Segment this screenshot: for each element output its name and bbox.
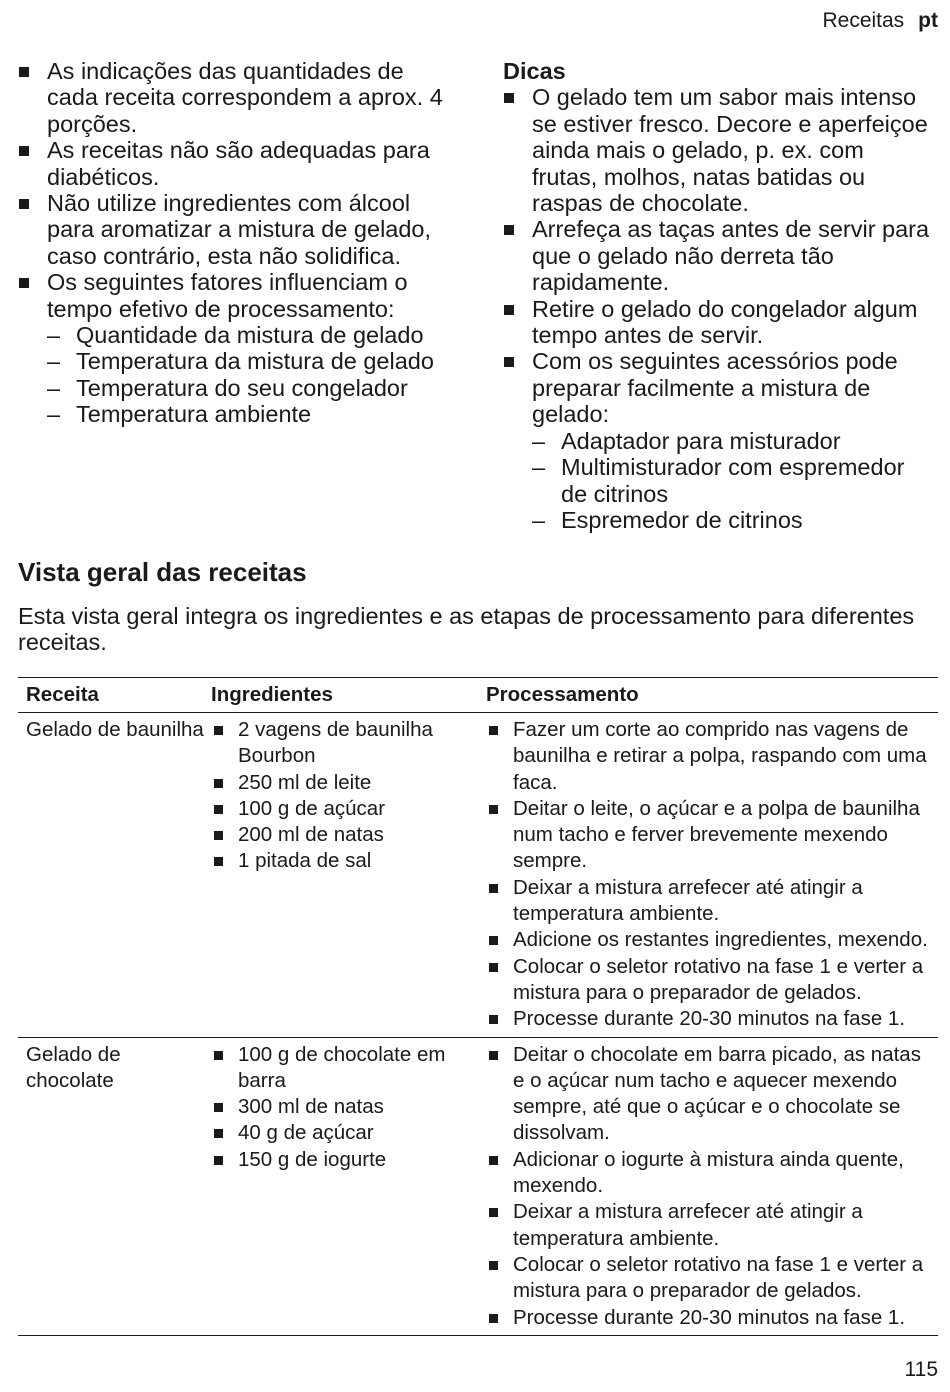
list-item: 200 ml de natas (211, 822, 486, 848)
list-item: As indicações das quantidades de cada receita correspondem a aprox. 4 porções. (18, 58, 458, 137)
list-item: Não utilize ingredientes com álcool para aromatizar a mistura de gelado, caso contrário, esta não solidifica. (18, 190, 458, 269)
header-ingredients: Ingredientes (211, 682, 333, 706)
list-item: – Multimisturador com espremedor de citrinos (532, 454, 933, 507)
header-processing: Processamento (486, 682, 639, 706)
list-item: – Temperatura ambiente (47, 401, 458, 427)
list-item: Arrefeça as taças antes de servir para que o gelado não derreta tão rapidamente. (503, 216, 933, 295)
list-item: – Quantidade da mistura de gelado (47, 322, 458, 348)
list-item: 150 g de iogurte (211, 1147, 486, 1173)
ingredients-cell (211, 717, 486, 1033)
list-item-text: Os seguintes fatores influenciam o tempo efetivo de processamento: (47, 269, 408, 322)
list-item: Adicione os restantes ingredientes, mexendo. (486, 927, 938, 953)
table-row (18, 713, 938, 1038)
list-item (18, 269, 458, 427)
list-item: – Espremedor de citrinos (532, 507, 933, 533)
ingredients-cell (211, 1042, 486, 1331)
list-item-text: Com os seguintes acessórios pode preparar facilmente a mistura de gelado: (532, 348, 898, 428)
list-item: – Temperatura da mistura de gelado (47, 348, 458, 374)
left-bullet-list (18, 58, 458, 428)
tips-bullet-list (503, 84, 933, 533)
table-header-row (18, 678, 938, 713)
header-recipe: Receita (26, 682, 99, 706)
list-item: Retire o gelado do congelador algum tempo antes de servir. (503, 296, 933, 349)
list-item: Processe durante 20-30 minutos na fase 1. (486, 1305, 938, 1331)
processing-cell (486, 717, 938, 1033)
list-item: Colocar o seletor rotativo na fase 1 e verter a mistura para o preparador de gelados. (486, 954, 938, 1007)
step-list (486, 1042, 938, 1331)
list-item: Deitar o leite, o açúcar e a polpa de baunilha num tacho e ferver brevemente mexendo sempre. (486, 796, 938, 875)
right-column (503, 58, 933, 533)
list-item: 100 g de açúcar (211, 796, 486, 822)
list-item (503, 348, 933, 533)
list-item: Fazer um corte ao comprido nas vagens de baunilha e retirar a polpa, raspando com uma faca. (486, 717, 938, 796)
list-item: 2 vagens de baunilha Bourbon (211, 717, 486, 770)
processing-cell (486, 1042, 938, 1331)
list-item: Processe durante 20-30 minutos na fase 1. (486, 1006, 938, 1032)
step-list (486, 717, 938, 1033)
header-lang: pt (918, 9, 938, 32)
list-item: Deixar a mistura arrefecer até atingir a temperatura ambiente. (486, 875, 938, 928)
left-column (18, 58, 458, 428)
list-item: O gelado tem um sabor mais intenso se estiver fresco. Decore e aperfeiçoe ainda mais o gelado, p. ex. com frutas, molhos, natas batidas ou raspas de chocolate. (503, 84, 933, 216)
recipe-name: Gelado de baunilha (26, 718, 204, 741)
intro-paragraph: Esta vista geral integra os ingredientes e as etapas de processamento para diferentes receitas. (18, 603, 915, 656)
recipes-table (18, 677, 938, 1336)
header-section: Receitas (822, 9, 905, 32)
list-item: 250 ml de leite (211, 770, 486, 796)
list-item: 300 ml de natas (211, 1094, 486, 1120)
list-item: Adicionar o iogurte à mistura ainda quente, mexendo. (486, 1147, 938, 1200)
page-header (822, 7, 938, 35)
ingredient-list (211, 717, 486, 875)
list-item: 1 pitada de sal (211, 848, 486, 874)
list-item: 100 g de chocolate em barra (211, 1042, 486, 1095)
recipe-name: Gelado de chocolate (26, 1042, 121, 1092)
list-item: As receitas não são adequadas para diabéticos. (18, 137, 458, 190)
table-row (18, 1038, 938, 1336)
list-item: Deitar o chocolate em barra picado, as natas e o açúcar num tacho e aquecer mexendo sempre, até que o açúcar e o chocolate se dissolvam. (486, 1042, 938, 1147)
list-item: Deixar a mistura arrefecer até atingir a temperatura ambiente. (486, 1199, 938, 1252)
accessory-dash-list (532, 428, 933, 534)
section-title: Vista geral das receitas (18, 557, 307, 587)
list-item: 40 g de açúcar (211, 1120, 486, 1146)
list-item: – Adaptador para misturador (532, 428, 933, 454)
list-item: – Temperatura do seu congelador (47, 375, 458, 401)
ingredient-list (211, 1042, 486, 1173)
factor-dash-list (47, 322, 458, 428)
page-number: 115 (904, 1358, 938, 1381)
list-item: Colocar o seletor rotativo na fase 1 e verter a mistura para o preparador de gelados. (486, 1252, 938, 1305)
tips-heading: Dicas (503, 58, 566, 84)
